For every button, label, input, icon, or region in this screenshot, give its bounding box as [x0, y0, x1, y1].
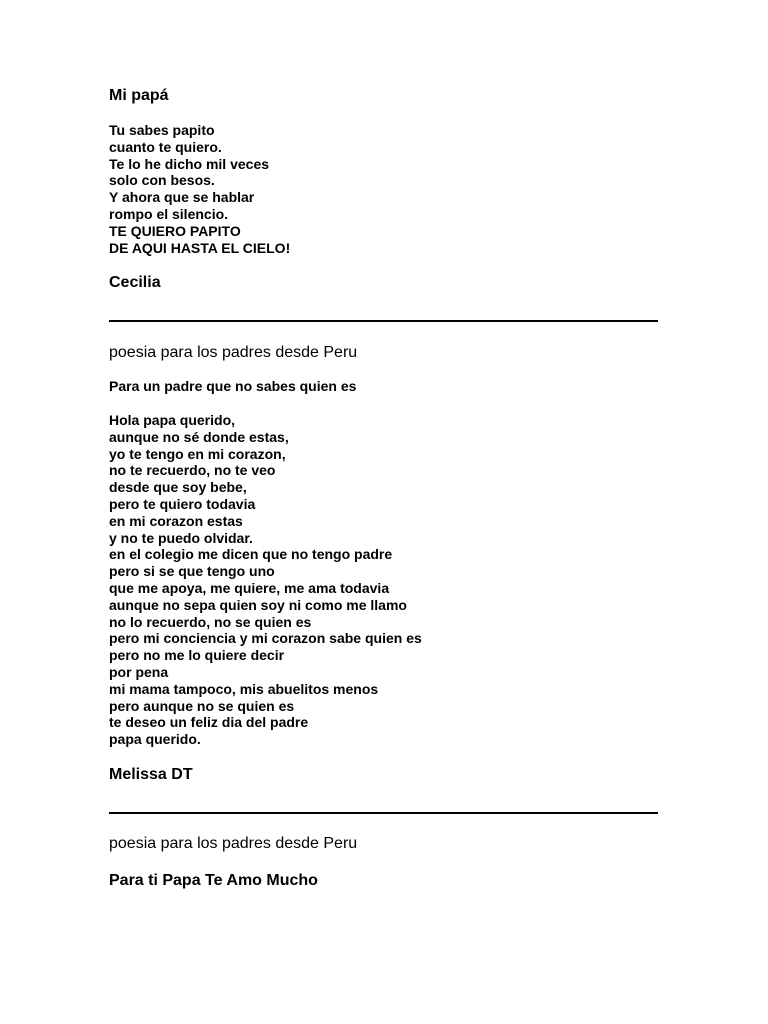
poem-body	[109, 412, 422, 748]
poem-line: pero te quiero todavia	[109, 495, 256, 512]
poem-author: Cecilia	[109, 274, 161, 291]
poem-line: Te lo he dicho mil veces	[109, 155, 270, 172]
poem-line: no te recuerdo, no te veo	[109, 462, 276, 479]
poem-line: rompo el silencio.	[109, 205, 229, 222]
poem-line: y no te puedo olvidar.	[109, 529, 253, 546]
poem-line: Tu sabes papito	[109, 122, 215, 138]
poem-line: Hola papa querido,	[109, 412, 236, 428]
poem-line: desde que soy bebe,	[109, 479, 247, 496]
poem-line: en mi corazon estas	[109, 512, 243, 529]
poem-line: aunque no sepa quien soy ni como me llamo	[109, 596, 407, 613]
poem-title: Para un padre que no sabes quien es	[109, 378, 357, 394]
poem-line: te deseo un feliz dia del padre	[109, 714, 309, 731]
poem-source: poesia para los padres desde Peru	[109, 835, 358, 852]
poem-line: que me apoya, me quiere, me ama todavia	[109, 579, 390, 596]
poem-line: pero mi conciencia y mi corazon sabe quien es	[109, 630, 422, 647]
poem-title: Para ti Papa Te Amo Mucho	[109, 872, 318, 889]
poem-line: pero aunque no se quien es	[109, 697, 295, 714]
poem-author: Melissa DT	[109, 766, 193, 783]
poem-line: DE AQUI HASTA EL CIELO!	[109, 239, 291, 256]
poem-body	[109, 122, 290, 256]
poem-line: pero si se que tengo uno	[109, 563, 275, 580]
poem-line: mi mama tampoco, mis abuelitos menos	[109, 680, 379, 697]
poem-title: Mi papá	[109, 87, 169, 104]
poem-line: yo te tengo en mi corazon,	[109, 445, 286, 462]
section-divider	[109, 320, 658, 322]
poem-line: Y ahora que se hablar	[109, 189, 255, 206]
poem-line: pero no me lo quiere decir	[109, 647, 285, 664]
section-divider	[109, 812, 658, 814]
poem-line: aunque no sé donde estas,	[109, 428, 289, 445]
poem-line: solo con besos.	[109, 172, 215, 189]
poem-line: papa querido.	[109, 731, 201, 748]
poem-line: en el colegio me dicen que no tengo padre	[109, 546, 393, 563]
poem-line: TE QUIERO PAPITO	[109, 222, 241, 239]
poem-line: por pena	[109, 663, 169, 680]
poem-line: cuanto te quiero.	[109, 138, 222, 155]
poem-source: poesia para los padres desde Peru	[109, 344, 358, 361]
poem-line: no lo recuerdo, no se quien es	[109, 613, 312, 630]
